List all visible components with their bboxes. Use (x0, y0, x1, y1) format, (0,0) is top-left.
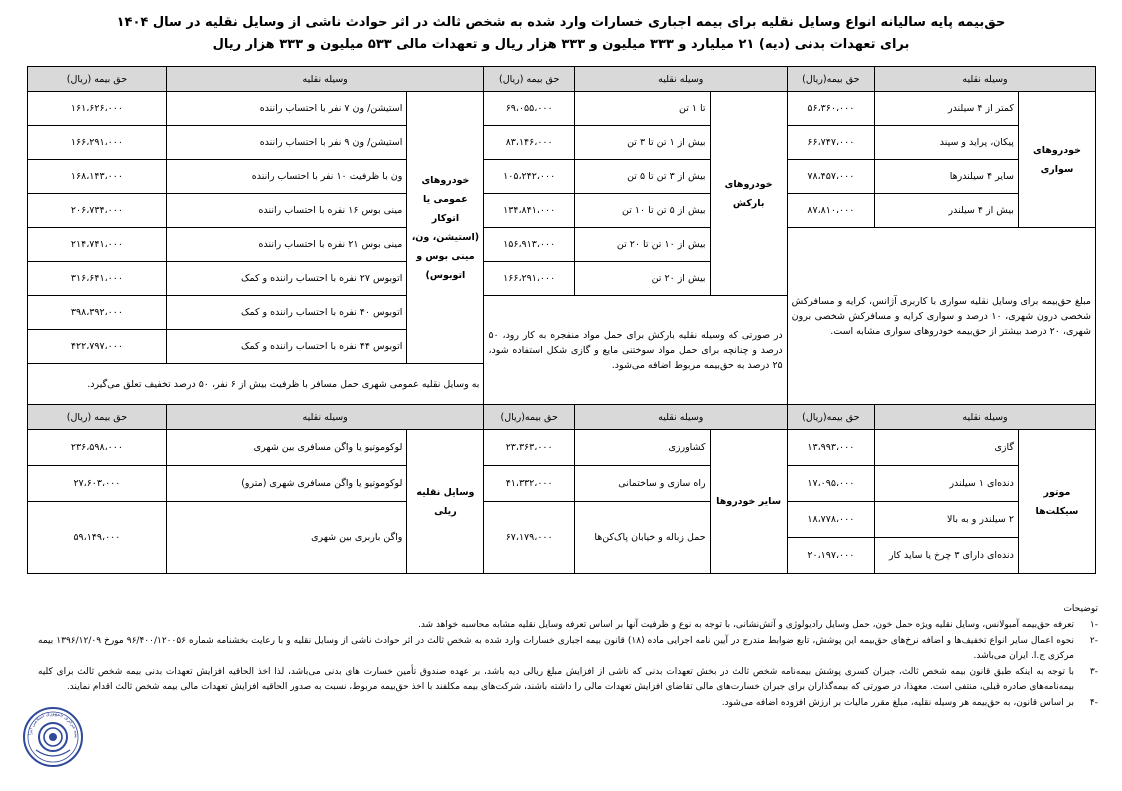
table-row (28, 194, 1096, 228)
footnote-number: -۱ (1089, 620, 1098, 630)
truck-note: در صورتی که وسیله نقلیه بارکش برای حمل مواد منفجره به کار رود، ۵۰ درصد و چنانچه برای حمل مواد سوختنی مایع و گازی شکل استفاده شود، ۲۵ درصد به حق‌بیمه مربوط اضافه می‌شود. (484, 296, 787, 405)
bus-premium: ۲۰۶،۷۳۴،۰۰۰ (28, 194, 167, 228)
truck-vehicle-header: وسیله نقلیه (574, 67, 787, 92)
truck-vehicle: بیش از ۱۰ تن تا ۲۰ تن (574, 228, 710, 262)
table-row (28, 228, 1096, 262)
truck-vehicle: بیش از ۳ تن تا ۵ تن (574, 160, 710, 194)
bus-vehicle: اتوبوس ۴۴ نفره با احتساب راننده و کمک (166, 330, 407, 364)
footnotes-title: توضیحات (1063, 604, 1098, 614)
bus-note: به وسایل نقلیه عمومی شهری حمل مسافر با ظرفیت بیش از ۶ نفر، ۵۰ درصد تخفیف تعلق می‌گیرد. (28, 364, 484, 405)
bottom-header-row (28, 405, 1096, 430)
motorcycle-premium: ۲۰،۱۹۷،۰۰۰ (787, 538, 874, 574)
top-header-row (28, 67, 1096, 92)
footnote-text: با توجه به اینکه طبق قانون بیمه شخص ثالث، جبران کسری پوشش بیمه‌نامه شخص ثالث در بخش تعهدات بدنی که ناشی از افزایش مبلغ ریالی دیه باشد، بر عهده صندوق تأمین خسارت های بدنی می‌باشد، لذا اخذ الحاقیه افزایش تعهدات بدنی بیمه شخص ثالث برای کلیه بیمه‌نامه‌های صادره قبلی، منتفی است. معهذا، در صورتی که بیمه‌گذاران برای جبران خسارت‌های مالی تقاضای افزایش تعهدات مالی را داشته باشند، شرکت‌های بیمه مکلفند با اخذ حق‌بیمه مربوط، نسبت به صدور الحاقیه افزایش تعهدات مالی بیمه شخص ثالث اقدام نمایند. (38, 667, 1074, 692)
bus-premium-header: حق بیمه (ریال) (28, 67, 167, 92)
bus-premium: ۳۱۶،۶۴۱،۰۰۰ (28, 262, 167, 296)
table-row (28, 466, 1096, 502)
table-row (28, 502, 1096, 538)
bus-vehicle: مینی بوس ۱۶ نفره با احتساب راننده (166, 194, 407, 228)
passenger-premium: ۶۶،۷۴۷،۰۰۰ (787, 126, 874, 160)
bus-vehicle: اتوبوس ۴۰ نفره با احتساب راننده و کمک (166, 296, 407, 330)
passenger-vehicle: پیکان، پراید و سپند (875, 126, 1019, 160)
footnote-item (38, 634, 1098, 664)
table-row (28, 430, 1096, 466)
passenger-vehicle: کمتر از ۴ سیلندر (875, 92, 1019, 126)
bus-vehicle: ون با ظرفیت ۱۰ نفر با احتساب راننده (166, 160, 407, 194)
truck-premium: ۶۹،۰۵۵،۰۰۰ (484, 92, 574, 126)
passenger-vehicle: بیش از ۴ سیلندر (875, 194, 1019, 228)
bus-premium: ۳۹۸،۳۹۲،۰۰۰ (28, 296, 167, 330)
bus-premium: ۱۶۸،۱۴۳،۰۰۰ (28, 160, 167, 194)
truck-vehicle: تا ۱ تن (574, 92, 710, 126)
motorcycle-premium: ۱۷،۰۹۵،۰۰۰ (787, 466, 874, 502)
bus-vehicle: استیشن/ ون ۹ نفر با احتساب راننده (166, 126, 407, 160)
footnote-text: تعرفه حق‌بیمه آمبولانس، وسایل نقلیه ویژه حمل خون، حمل وسایل رادیولوژی و آتش‌نشانی، با توجه به نوع و ظرفیت آنها بر اساس تعرفه وسایل نقلیه مشابه محاسبه خواهد شد. (417, 620, 1074, 630)
page-title (0, 12, 1122, 56)
bus-premium: ۲۱۴،۷۴۱،۰۰۰ (28, 228, 167, 262)
passenger-note: مبلغ حق‌بیمه برای وسایل نقلیه سواری با کاربری آژانس، کرایه و مسافرکش شخصی درون شهری، ۱۰ درصد و سواری کرایه و مسافرکش شخصی برون شهری، ۲۰ درصد بیشتر از حق‌بیمه خودروهای سواری مشابه است. (787, 228, 1095, 405)
footnote-item (38, 696, 1098, 711)
passenger-premium: ۵۶،۳۶۰،۰۰۰ (787, 92, 874, 126)
bus-vehicle: استیشن/ ون ۷ نفر با احتساب راننده (166, 92, 407, 126)
footnote-number: -۳ (1089, 667, 1098, 677)
rail-premium: ۲۷،۶۰۳،۰۰۰ (28, 466, 167, 502)
bus-vehicle: مینی بوس ۲۱ نفره با احتساب راننده (166, 228, 407, 262)
footnote-number: -۴ (1089, 698, 1098, 708)
footnote-number: -۲ (1089, 636, 1098, 646)
footnote-item (38, 665, 1098, 695)
other-premium: ۴۱،۳۳۲،۰۰۰ (484, 466, 574, 502)
footnote-text: نحوه اعمال سایر انواع تخفیف‌ها و اضافه نرخ‌های حق‌بیمه این پوشش، تابع ضوابط مندرج در آیین نامه اجرایی ماده (۱۸) قانون بیمه اجباری خسارات وارد شده به شخص ثالث در اثر حوادث ناشی از وسایل نقلیه و با رعایت بخشنامه شماره ۹۶/۴۰۰/۱۲۰۰۵۶ مورخ ۱۳۹۶/۱۲/۰۹ بیمه مرکزی ج.ا. ایران می‌باشد. (38, 636, 1074, 661)
rail-vehicle-header: وسیله نقلیه (166, 405, 484, 430)
passenger-premium: ۸۷،۸۱۰،۰۰۰ (787, 194, 874, 228)
table-row (28, 92, 1096, 126)
passenger-premium-header: حق بیمه(ریال) (787, 67, 874, 92)
motorcycle-vehicle-header: وسیله نقلیه (875, 405, 1096, 430)
motorcycle-vehicle: ۲ سیلندر و به بالا (875, 502, 1019, 538)
truck-vehicle: بیش از ۵ تن تا ۱۰ تن (574, 194, 710, 228)
truck-premium: ۱۵۶،۹۱۳،۰۰۰ (484, 228, 574, 262)
footnote-item (38, 618, 1098, 633)
bus-premium: ۴۲۲،۷۹۷،۰۰۰ (28, 330, 167, 364)
motorcycle-group-label: موتور سیکلت‌ها (1018, 430, 1095, 574)
title-line-1: حق‌بیمه پایه سالیانه انواع وسایل نقلیه برای بیمه اجباری خسارات وارد شده به شخص ثالث در اثر حوادث ناشی از وسایل نقلیه در سال ۱۴۰۴ (116, 15, 1006, 30)
bus-vehicle-header: وسیله نقلیه (166, 67, 484, 92)
bus-vehicle: اتوبوس ۲۷ نفره با احتساب راننده و کمک (166, 262, 407, 296)
premium-table (27, 66, 1096, 574)
rail-premium-header: حق بیمه (ریال) (28, 405, 167, 430)
table-row (28, 160, 1096, 194)
truck-premium: ۱۳۴،۸۴۱،۰۰۰ (484, 194, 574, 228)
svg-text:بیمه مرکزی جمهوری اسلامی ایران (22, 706, 79, 738)
other-vehicle-header: وسیله نقلیه (574, 405, 787, 430)
bus-group-label: خودروهای عمومی یا اتوکار (استیشن، ون، مینی بوس و اتوبوس) (407, 92, 484, 364)
motorcycle-premium-header: حق بیمه(ریال) (787, 405, 874, 430)
rail-premium: ۲۳۶،۵۹۸،۰۰۰ (28, 430, 167, 466)
title-line-2: برای تعهدات بدنی (دیه) ۲۱ میلیارد و ۳۳۳ میلیون و ۳۳۳ هزار ریال و تعهدات مالی ۵۳۳ میلیون و ۳۳۳ هزار ریال (212, 37, 910, 52)
other-premium-header: حق بیمه(ریال) (484, 405, 574, 430)
rail-vehicle: لوکوموتیو یا واگن مسافری بین شهری (166, 430, 407, 466)
footnote-text: بر اساس قانون، به حق‌بیمه هر وسیله نقلیه، مبلغ مقرر مالیات بر ارزش افزوده اضافه می‌شود. (721, 698, 1074, 708)
other-vehicle: حمل زباله و خیابان پاک‌کن‌ها (574, 502, 710, 574)
motorcycle-premium: ۱۳،۹۹۳،۰۰۰ (787, 430, 874, 466)
passenger-vehicle: سایر ۴ سیلندرها (875, 160, 1019, 194)
passenger-premium: ۷۸،۴۵۷،۰۰۰ (787, 160, 874, 194)
bus-premium: ۱۶۱،۶۲۶،۰۰۰ (28, 92, 167, 126)
logo-text: یمه مرکزی جمهوری اسلامی ایرا (27, 710, 80, 738)
truck-premium: ۸۳،۱۴۶،۰۰۰ (484, 126, 574, 160)
truck-group-label: خودروهای بارکش (710, 92, 787, 296)
other-vehicle: راه سازی و ساختمانی (574, 466, 710, 502)
motorcycle-vehicle: گازی (875, 430, 1019, 466)
truck-premium: ۱۰۵،۲۴۲،۰۰۰ (484, 160, 574, 194)
truck-vehicle: بیش از ۲۰ تن (574, 262, 710, 296)
rail-group-label: وسایل نقلیه ریلی (407, 430, 484, 574)
motorcycle-vehicle: دنده‌ای ۱ سیلندر (875, 466, 1019, 502)
truck-vehicle: بیش از ۱ تن تا ۳ تن (574, 126, 710, 160)
truck-premium-header: حق بیمه (ریال) (484, 67, 574, 92)
table-row (28, 126, 1096, 160)
motorcycle-vehicle: دنده‌ای دارای ۳ چرخ یا ساید کار (875, 538, 1019, 574)
rail-vehicle: واگن باربری بین شهری (166, 502, 407, 574)
motorcycle-premium: ۱۸،۷۷۸،۰۰۰ (787, 502, 874, 538)
footnotes (38, 602, 1098, 711)
rail-vehicle: لوکوموتیو یا واگن مسافری شهری (مترو) (166, 466, 407, 502)
bus-premium: ۱۶۶،۲۹۱،۰۰۰ (28, 126, 167, 160)
rail-premium: ۵۹،۱۴۹،۰۰۰ (28, 502, 167, 574)
passenger-group-label: خودروهای سواری (1018, 92, 1095, 228)
other-vehicle: کشاورزی (574, 430, 710, 466)
other-premium: ۲۳،۳۶۳،۰۰۰ (484, 430, 574, 466)
other-group-label: سایر خودروها (710, 430, 787, 574)
central-insurance-logo (22, 706, 84, 768)
truck-premium: ۱۶۶،۲۹۱،۰۰۰ (484, 262, 574, 296)
passenger-vehicle-header: وسیله نقلیه (875, 67, 1096, 92)
other-premium: ۶۷،۱۷۹،۰۰۰ (484, 502, 574, 574)
